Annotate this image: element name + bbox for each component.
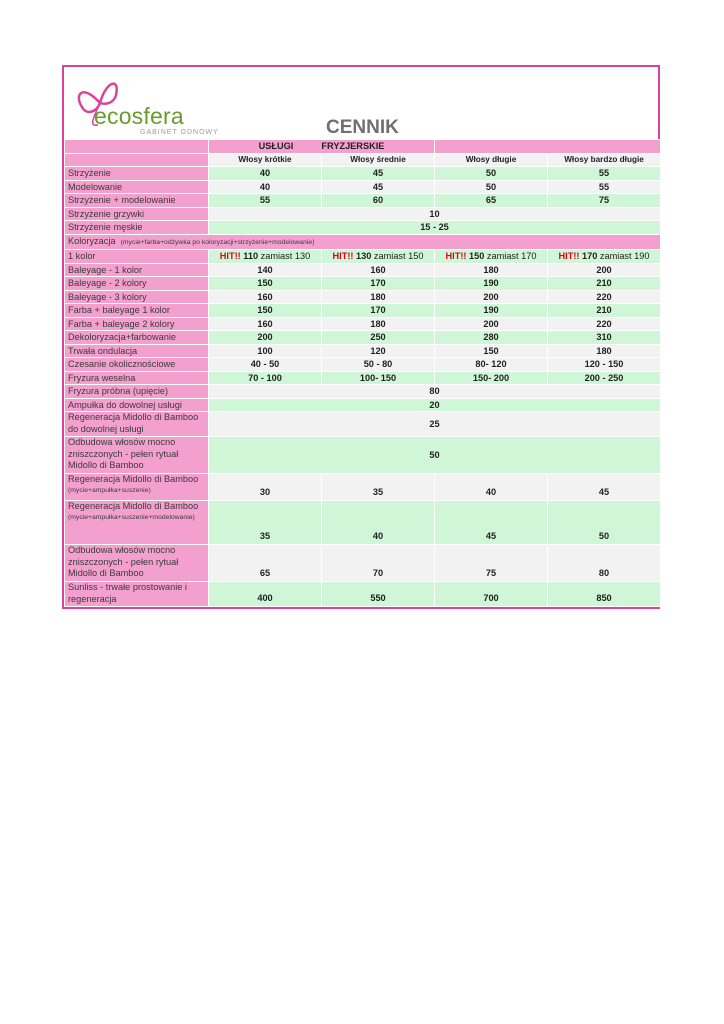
price-cell: 80 xyxy=(548,545,661,582)
price-cell: 100- 150 xyxy=(322,371,435,385)
table-row xyxy=(65,358,661,372)
price-cell: 50 - 80 xyxy=(322,358,435,372)
price-cell: 150 xyxy=(209,277,322,291)
row-label: Strzyżenie xyxy=(65,167,209,181)
price-cell: 55 xyxy=(209,194,322,208)
table-row xyxy=(65,437,661,474)
price-cell: 50 xyxy=(435,167,548,181)
price-cell: 35 xyxy=(322,474,435,501)
row-label: Sunliss - trwałe prostowanie i regeneracja xyxy=(65,582,209,607)
price-cell: 150- 200 xyxy=(435,371,548,385)
table-row xyxy=(65,304,661,318)
price-cell: 75 xyxy=(435,545,548,582)
price-cell: 60 xyxy=(322,194,435,208)
old-price: zamiast 150 xyxy=(373,251,424,261)
price-cell: 80 xyxy=(209,385,661,399)
table-row xyxy=(65,180,661,194)
price-cell: 45 xyxy=(322,180,435,194)
price-cell: 50 xyxy=(435,180,548,194)
price-value: 130 xyxy=(356,251,372,261)
price-cell: 250 xyxy=(322,331,435,345)
row-label: Farba + baleyage 2 kolory xyxy=(65,317,209,331)
row-label: Trwała ondulacja xyxy=(65,344,209,358)
table-row xyxy=(65,263,661,277)
price-cell: 40 xyxy=(209,180,322,194)
row-label: Odbudowa włosów mocno zniszczonych - pełen rytuał Midollo di Bamboo xyxy=(65,437,209,474)
table-row xyxy=(65,385,661,399)
row-label: Baleyage - 1 kolor xyxy=(65,263,209,277)
price-cell: 160 xyxy=(322,263,435,277)
row-label: Fryzura weselna xyxy=(65,371,209,385)
price-cell: 180 xyxy=(322,290,435,304)
row-note: (mycie+ampułka+suszenie) xyxy=(68,486,151,494)
price-cell: 210 xyxy=(548,304,661,318)
band-left: USŁUGI xyxy=(258,141,294,151)
row-label: Strzyżenie męskie xyxy=(65,221,209,235)
price-value: 170 xyxy=(582,251,598,261)
row-label-text: Koloryzacja xyxy=(68,235,116,246)
section-band xyxy=(65,140,661,154)
price-cell: 280 xyxy=(435,331,548,345)
price-cell: 25 xyxy=(209,412,661,437)
table-row xyxy=(65,234,661,250)
table-row xyxy=(65,398,661,412)
price-cell: 180 xyxy=(435,263,548,277)
hit-badge: HIT!! xyxy=(332,251,354,261)
row-label: Regeneracja Midollo di Bamboo do dowolnej usługi xyxy=(65,412,209,437)
column-header: Włosy długie xyxy=(435,153,548,167)
row-label: Baleyage - 2 kolory xyxy=(65,277,209,291)
page-title: CENNIK xyxy=(326,117,399,138)
price-cell: 40 xyxy=(322,501,435,545)
row-label: Modelowanie xyxy=(65,180,209,194)
table-row xyxy=(65,317,661,331)
table-row xyxy=(65,331,661,345)
price-cell: 200 xyxy=(548,263,661,277)
table-row xyxy=(65,194,661,208)
price-cell: 45 xyxy=(435,501,548,545)
table-row xyxy=(65,501,661,545)
price-cell: 10 xyxy=(209,207,661,221)
table-row xyxy=(65,250,661,264)
price-cell: 55 xyxy=(548,167,661,181)
price-cell: 50 xyxy=(548,501,661,545)
column-headers xyxy=(65,153,661,167)
table-row xyxy=(65,167,661,181)
row-label-text: Regeneracja Midollo di Bamboo xyxy=(68,501,199,511)
price-cell: 45 xyxy=(548,474,661,501)
row-label xyxy=(65,501,209,545)
price-cell: 200 xyxy=(435,290,548,304)
price-list-sheet xyxy=(62,65,660,609)
price-cell: 65 xyxy=(435,194,548,208)
table-row xyxy=(65,207,661,221)
price-cell: 40 xyxy=(435,474,548,501)
old-price: zamiast 190 xyxy=(599,251,650,261)
row-label: Odbudowa włosów mocno zniszczonych - pełen rytuał Midollo di Bamboo xyxy=(65,545,209,582)
table-row xyxy=(65,290,661,304)
price-cell: 310 xyxy=(548,331,661,345)
row-label: Czesanie okolicznościowe xyxy=(65,358,209,372)
row-note: (mycie+farba+odżywka po koloryzacji+strzyżenie+modelowanie) xyxy=(120,238,315,246)
price-cell: 850 xyxy=(548,582,661,607)
old-price: zamiast 170 xyxy=(486,251,537,261)
row-label: Strzyżenie grzywki xyxy=(65,207,209,221)
price-table xyxy=(64,139,661,607)
price-cell: 160 xyxy=(209,317,322,331)
price-cell: 700 xyxy=(435,582,548,607)
table-row xyxy=(65,582,661,607)
row-label: Dekoloryzacja+farbowanie xyxy=(65,331,209,345)
band-right: FRYZJERSKIE xyxy=(321,141,385,151)
price-cell: 75 xyxy=(548,194,661,208)
price-cell: 100 xyxy=(209,344,322,358)
price-cell: 150 xyxy=(209,304,322,318)
row-label: Strzyżenie + modelowanie xyxy=(65,194,209,208)
column-header: Włosy krótkie xyxy=(209,153,322,167)
row-note: (mycie+ampułka+suszenie+modelowanie) xyxy=(68,513,195,521)
hit-badge: HIT!! xyxy=(219,251,241,261)
price-cell: 210 xyxy=(548,277,661,291)
table-row xyxy=(65,371,661,385)
price-cell: 35 xyxy=(209,501,322,545)
price-cell: 190 xyxy=(435,304,548,318)
price-cell: 30 xyxy=(209,474,322,501)
price-cell: 180 xyxy=(548,344,661,358)
row-label-text: Regeneracja Midollo di Bamboo xyxy=(68,474,199,484)
price-cell: 150 xyxy=(435,344,548,358)
price-value: 150 xyxy=(469,251,485,261)
table-row xyxy=(65,221,661,235)
price-cell: 220 xyxy=(548,290,661,304)
logo-subtitle: GABINET ODNOWY xyxy=(140,129,219,136)
table-row xyxy=(65,474,661,501)
row-label xyxy=(65,234,661,250)
price-cell: 40 xyxy=(209,167,322,181)
price-cell: 180 xyxy=(322,317,435,331)
price-cell: 70 - 100 xyxy=(209,371,322,385)
price-cell: 170 xyxy=(322,304,435,318)
price-cell: 15 - 25 xyxy=(209,221,661,235)
price-cell: 550 xyxy=(322,582,435,607)
price-cell: 65 xyxy=(209,545,322,582)
row-label: Baleyage - 3 kolory xyxy=(65,290,209,304)
price-cell: 170 xyxy=(322,277,435,291)
logo-wordmark: ecosfera xyxy=(94,103,184,129)
price-cell: 45 xyxy=(322,167,435,181)
old-price: zamiast 130 xyxy=(260,251,311,261)
price-cell: 120 - 150 xyxy=(548,358,661,372)
price-cell: 160 xyxy=(209,290,322,304)
row-label xyxy=(65,474,209,501)
table-row xyxy=(65,344,661,358)
price-cell: 200 xyxy=(209,331,322,345)
price-cell: 55 xyxy=(548,180,661,194)
table-row xyxy=(65,545,661,582)
table-row xyxy=(65,277,661,291)
table-row xyxy=(65,412,661,437)
column-header: Włosy średnie xyxy=(322,153,435,167)
price-cell: 40 - 50 xyxy=(209,358,322,372)
price-value: 110 xyxy=(243,251,259,261)
row-label: Ampułka do dowolnej usługi xyxy=(65,398,209,412)
price-cell: 120 xyxy=(322,344,435,358)
header xyxy=(64,67,658,139)
price-cell: 190 xyxy=(435,277,548,291)
hit-badge: HIT!! xyxy=(558,251,580,261)
price-cell: 400 xyxy=(209,582,322,607)
price-cell: 200 xyxy=(435,317,548,331)
row-label: Fryzura próbna (upięcie) xyxy=(65,385,209,399)
price-cell: 50 xyxy=(209,437,661,474)
row-label: 1 kolor xyxy=(65,250,209,264)
price-cell: 220 xyxy=(548,317,661,331)
price-cell: 200 - 250 xyxy=(548,371,661,385)
price-cell: 20 xyxy=(209,398,661,412)
row-label: Farba + baleyage 1 kolor xyxy=(65,304,209,318)
column-header: Włosy bardzo długie xyxy=(548,153,661,167)
price-cell: 140 xyxy=(209,263,322,277)
price-cell: 70 xyxy=(322,545,435,582)
hit-badge: HIT!! xyxy=(445,251,467,261)
price-cell: 80- 120 xyxy=(435,358,548,372)
